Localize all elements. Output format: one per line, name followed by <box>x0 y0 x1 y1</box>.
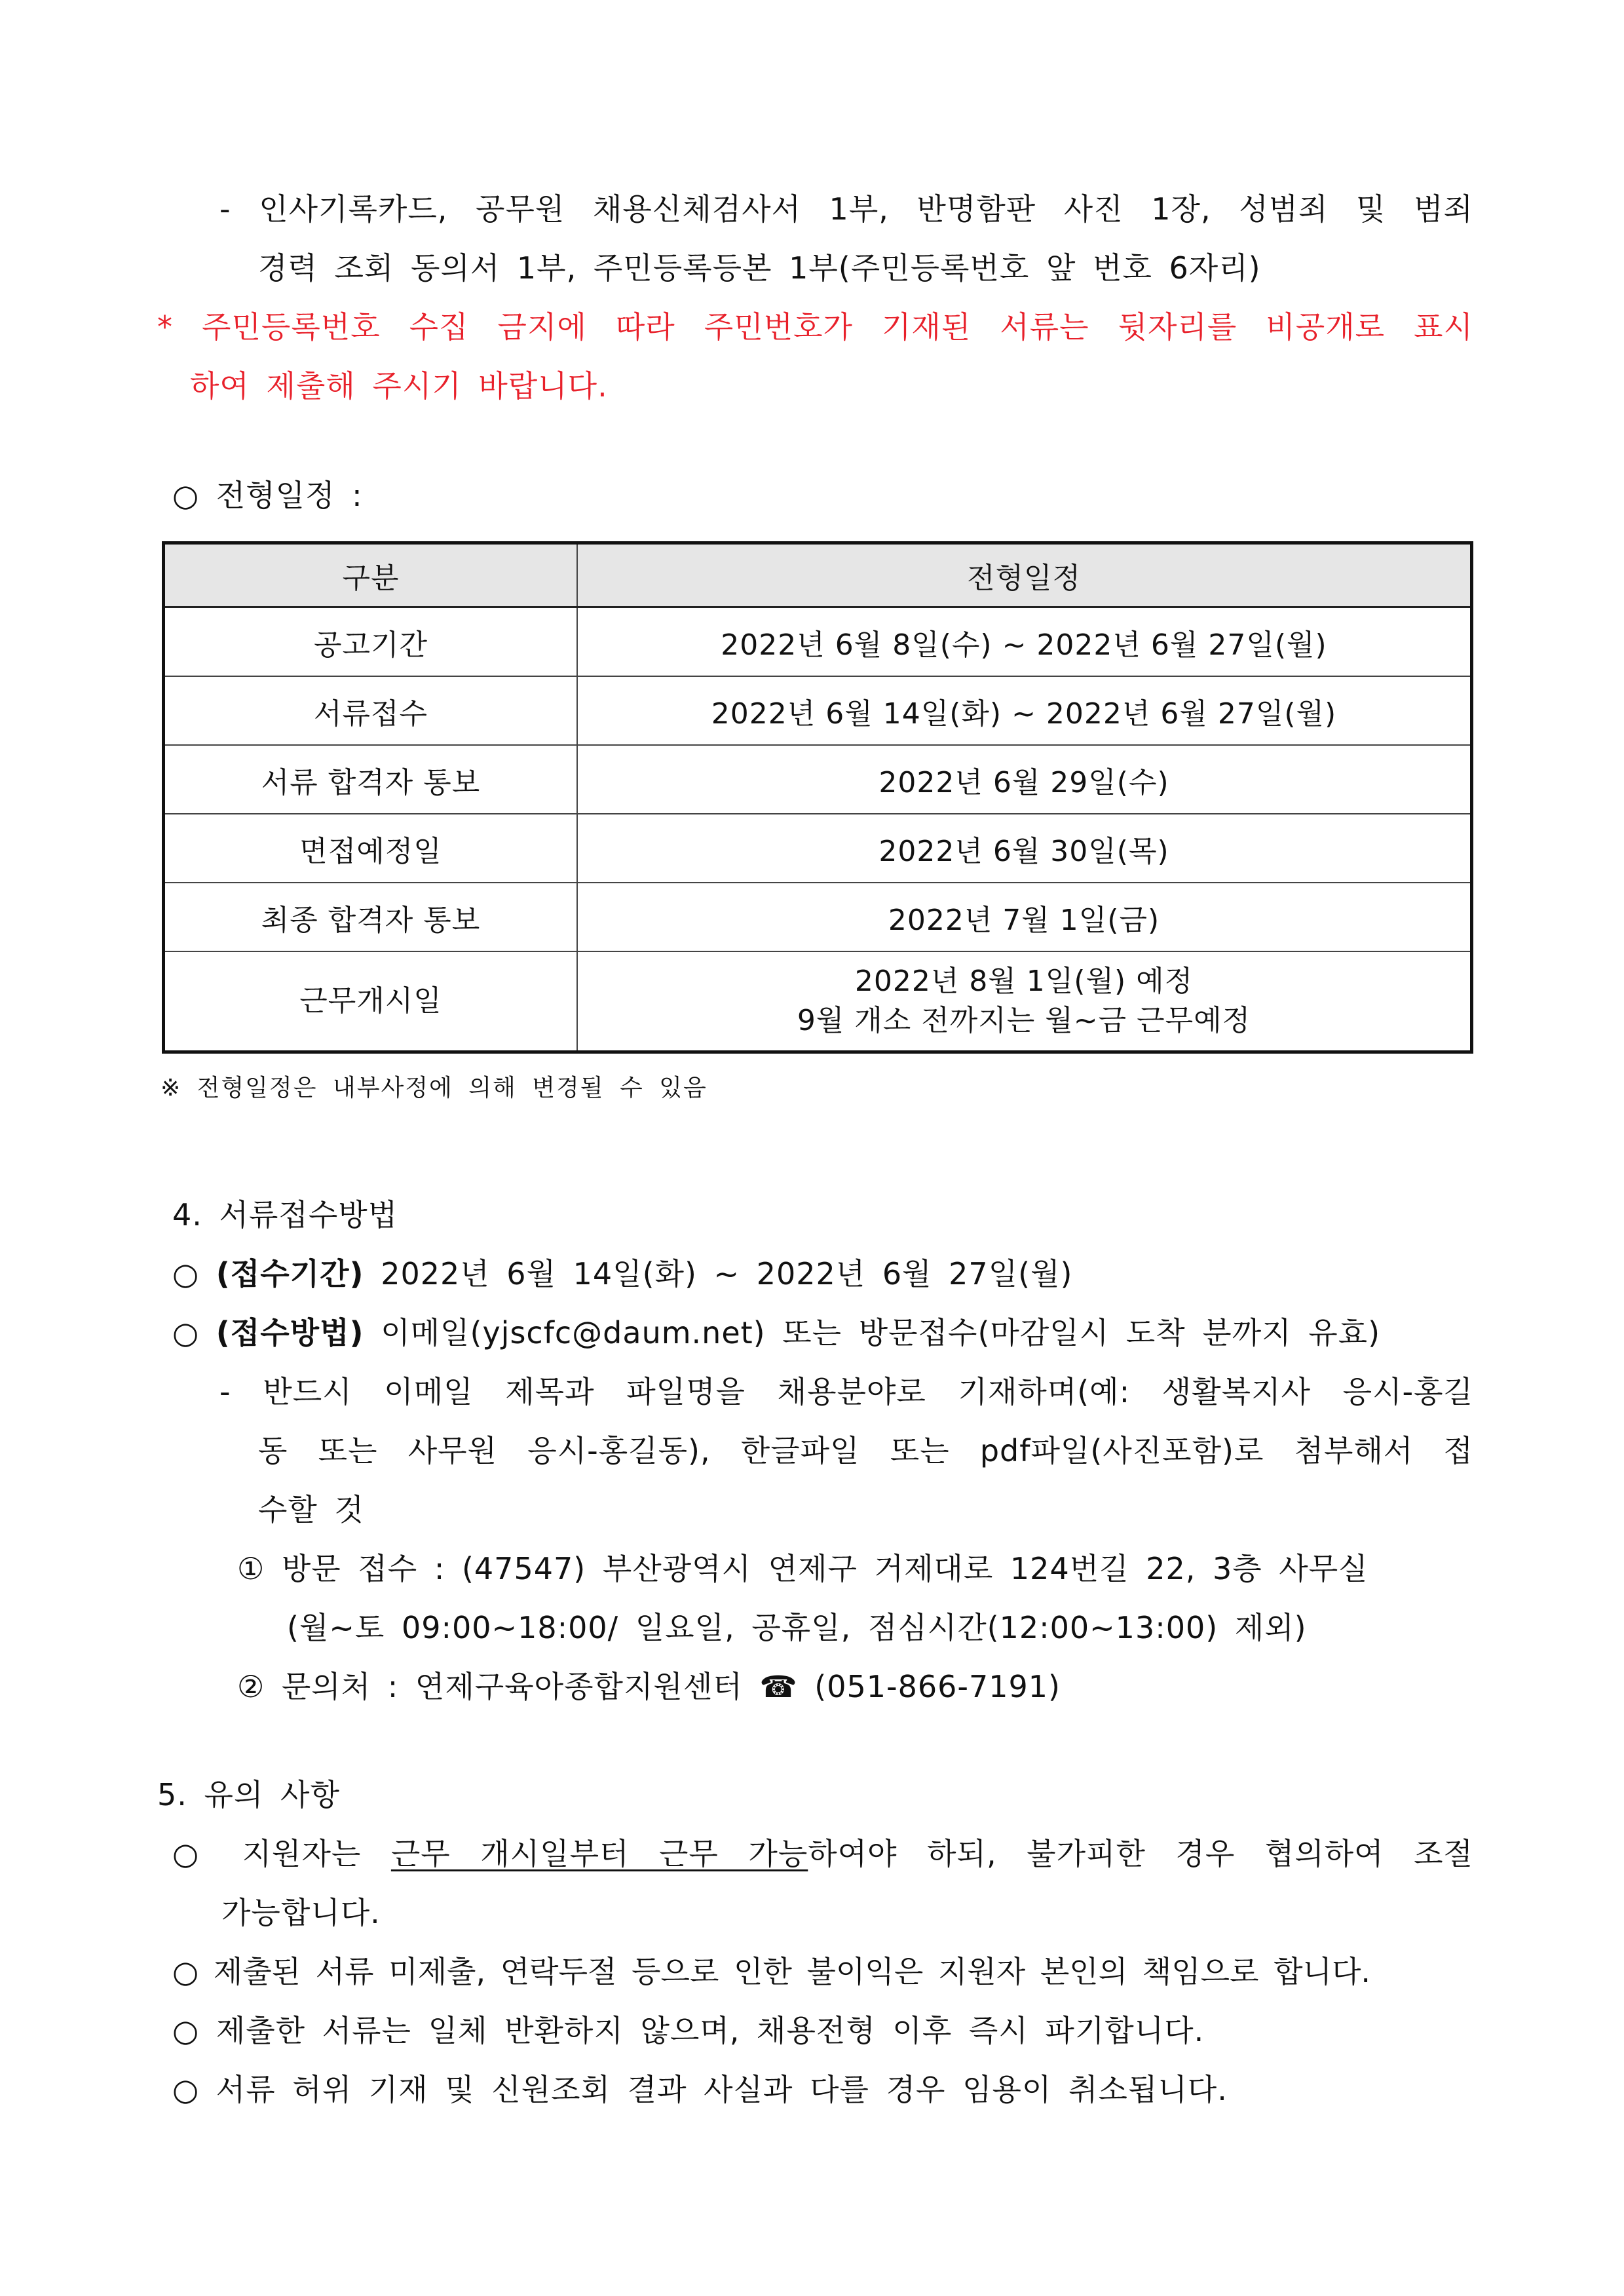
section5-title: 5. 유의 사항 <box>157 1777 340 1812</box>
table-header-schedule: 전형일정 <box>577 543 1472 607</box>
privacy-notice-continued: 하여 제출해 주시기 바랍니다. <box>190 368 608 404</box>
row-value-line: 9월 개소 전까지는 월~금 근무예정 <box>797 1004 1251 1037</box>
document-list-item-continued: 경력 조회 동의서 1부, 주민등록등본 1부(주민등록번호 앞 번호 6자리) <box>258 250 1261 286</box>
table-row <box>164 883 1472 951</box>
notice-item: ○ 제출된 서류 미제출, 연락두절 등으로 인한 불이익은 지원자 본인의 책임으로 합니다. <box>172 1954 1371 1989</box>
period-value: 2022년 6월 14일(화) ~ 2022년 6월 27일(월) <box>381 1256 1073 1292</box>
table-row <box>164 745 1472 814</box>
notice-item-text: ○ 지원자는 <box>172 1836 391 1871</box>
method-line: ○ (접수방법) 이메일(yjscfc@daum.net) 또는 방문접수(마감일시 도착 분까지 유효) <box>172 1315 1381 1350</box>
schedule-footnote: ※ 전형일정은 내부사정에 의해 변경될 수 있음 <box>161 1075 708 1101</box>
table-row <box>164 676 1472 745</box>
schedule-heading: ○ 전형일정 : <box>172 478 363 513</box>
table-row <box>164 814 1472 883</box>
method-value: 이메일(yjscfc@daum.net) 또는 방문접수(마감일시 도착 분까지 유효) <box>381 1315 1381 1350</box>
notice-item-underlined: 근무 개시일부터 근무 가능 <box>390 1836 808 1871</box>
row-value: 2022년 6월 29일(수) <box>577 745 1472 814</box>
table-header-category: 구분 <box>164 543 578 607</box>
row-value: 2022년 6월 30일(목) <box>577 814 1472 883</box>
table-row <box>164 951 1472 1052</box>
period-line: ○ (접수기간) 2022년 6월 14일(화) ~ 2022년 6월 27일(월) <box>172 1256 1073 1292</box>
row-label: 면접예정일 <box>164 814 578 883</box>
row-label: 서류 합격자 통보 <box>164 745 578 814</box>
privacy-notice: * 주민등록번호 수집 금지에 따라 주민번호가 기재된 서류는 뒷자리를 비공개로 표시 <box>157 309 1473 345</box>
method-label: (접수방법) <box>216 1315 364 1350</box>
submission-rule: - 반드시 이메일 제목과 파일명을 채용분야로 기재하며(예: 생활복지사 응시-홍길 <box>219 1374 1473 1409</box>
row-value: 2022년 6월 14일(화) ~ 2022년 6월 27일(월) <box>577 676 1472 745</box>
notice-item-continued: 가능합니다. <box>221 1895 381 1930</box>
document-list-item: - 인사기록카드, 공무원 채용신체검사서 1부, 반명함판 사진 1장, 성범죄 및 범죄 <box>219 191 1473 227</box>
notice-item: ○ 서류 허위 기재 및 신원조회 결과 사실과 다를 경우 임용이 취소됩니다. <box>172 2072 1228 2107</box>
contact-info: ② 문의처 : 연제구육아종합지원센터 ☎ (051-866-7191) <box>237 1669 1061 1704</box>
row-label: 최종 합격자 통보 <box>164 883 578 951</box>
section4-title: 4. 서류접수방법 <box>172 1197 398 1233</box>
visit-hours: (월~토 09:00~18:00/ 일요일, 공휴일, 점심시간(12:00~13:00) 제외) <box>287 1610 1307 1645</box>
row-value: 2022년 7월 1일(금) <box>577 883 1472 951</box>
period-label: (접수기간) <box>216 1256 364 1292</box>
notice-item <box>172 1833 1473 1875</box>
visit-address: ① 방문 접수 : (47547) 부산광역시 연제구 거제대로 124번길 22, 3층 사무실 <box>237 1551 1369 1586</box>
row-label: 근무개시일 <box>164 951 578 1052</box>
submission-rule-continued: 동 또는 사무원 응시-홍길동), 한글파일 또는 pdf파일(사진포함)로 첨부해서 접 <box>258 1433 1473 1468</box>
notice-item-text: 하여야 하되, 불가피한 경우 협의하여 조절 <box>808 1836 1473 1871</box>
row-label: 서류접수 <box>164 676 578 745</box>
submission-rule-continued: 수할 것 <box>258 1492 364 1527</box>
row-value <box>577 951 1472 1052</box>
row-label: 공고기간 <box>164 607 578 677</box>
row-value-line: 2022년 8월 1일(월) 예정 <box>854 965 1194 998</box>
notice-item: ○ 제출한 서류는 일체 반환하지 않으며, 채용전형 이후 즉시 파기합니다. <box>172 2013 1205 2048</box>
schedule-table <box>162 541 1473 1054</box>
row-value: 2022년 6월 8일(수) ~ 2022년 6월 27일(월) <box>577 607 1472 677</box>
table-row <box>164 607 1472 677</box>
table-header-row <box>164 543 1472 607</box>
